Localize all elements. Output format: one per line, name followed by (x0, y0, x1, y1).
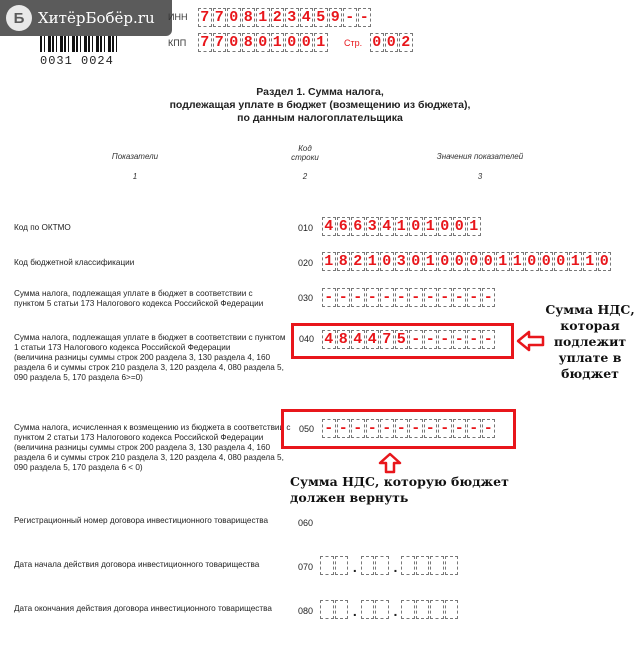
barcode-number: 0031 0024 (40, 54, 114, 68)
row-080-cell (361, 600, 375, 619)
section-title: Раздел 1. Сумма налога, подлежащая уплате в бюджет (возмещению из бюджета), по данным налогоплательщика (169, 86, 471, 124)
row-020-cell: 0 (554, 252, 568, 271)
row-020-cell: 0 (482, 252, 496, 271)
row-020-code: 020 (298, 258, 314, 268)
row-070-cell (401, 556, 415, 575)
row-020-cell: 1 (511, 252, 525, 271)
row-020-cell: 0 (409, 252, 423, 271)
row-080-cell (430, 600, 444, 619)
row-040-sub: (величина разницы суммы строк 200 раздела 3, 130 раздела 4, 160 раздела 6 и суммы строк 210 раздела 3, 120 раздела 4, 080 раздела 5, 090 раздела 5, 170 раздела 6>=0) (14, 353, 284, 382)
row-010-cell: 1 (424, 217, 438, 236)
row-050-cell: - (366, 419, 380, 438)
kpp-cell: 0 (227, 33, 241, 52)
kpp-cell: 0 (285, 33, 299, 52)
row-030-cell: - (395, 288, 409, 307)
row-050-cell: - (424, 419, 438, 438)
row-070-cell (430, 556, 444, 575)
page-cell: 2 (399, 33, 413, 52)
row-030-cell: - (438, 288, 452, 307)
row-020-cell: 2 (351, 252, 365, 271)
kpp-cell: 1 (314, 33, 328, 52)
kpp-cells (198, 33, 329, 52)
row-040-cell: - (438, 330, 452, 349)
col-indicators-num: 1 (132, 172, 138, 181)
row-030-cell: - (409, 288, 423, 307)
row-030-cell: - (322, 288, 336, 307)
row-010-cell: 4 (322, 217, 336, 236)
row-050-code: 050 (299, 424, 315, 434)
col-code-num: 2 (302, 172, 308, 181)
row-020-cell: 1 (569, 252, 583, 271)
row-020-cell: 3 (395, 252, 409, 271)
row-030-cell: - (424, 288, 438, 307)
row-070-cell (416, 556, 430, 575)
row-020-cell: 1 (322, 252, 336, 271)
row-040-cell: 4 (322, 330, 336, 349)
row-040-cell: - (424, 330, 438, 349)
inn-cell: 2 (271, 8, 285, 27)
row-030-cell: - (467, 288, 481, 307)
row-020-cells (322, 252, 612, 271)
row-070-date-cells: . . (320, 556, 459, 575)
row-050-cell: - (380, 419, 394, 438)
row-020-cell: 0 (453, 252, 467, 271)
row-050-cell: - (467, 419, 481, 438)
row-050-cell: - (438, 419, 452, 438)
kpp-label: КПП (168, 38, 187, 48)
row-070-cell (335, 556, 349, 575)
row-030-cell: - (380, 288, 394, 307)
col-values: Значения показателей (436, 152, 524, 161)
row-050-cell: - (351, 419, 365, 438)
beaver-logo-icon: Б (6, 5, 32, 31)
row-050-cell: - (409, 419, 423, 438)
note-vat-refund: Сумма НДС, которую бюджет должен вернуть (290, 474, 509, 505)
page-label: Стр. (344, 38, 363, 48)
row-010-code: 010 (298, 223, 314, 233)
row-040-cell: 5 (395, 330, 409, 349)
row-010-cell: 3 (366, 217, 380, 236)
kpp-cell: 1 (271, 33, 285, 52)
kpp-cell: 7 (198, 33, 212, 52)
row-080-cell (335, 600, 349, 619)
row-040-cell: 4 (366, 330, 380, 349)
row-040-label: Сумма налога, подлежащая уплате в бюджет в соответствии с пунктом 1 статьи 173 Налогового кодекса Российской Федерации (величина разницы суммы строк 200 раздела 3, 130 раздела 4, 160 раздела 6 и суммы строк 210 раздела 3, 120 раздела 4, 080 раздела 5, 090 раздела 5, 170 раздела 6>=0) (14, 333, 289, 383)
row-040-cell: - (409, 330, 423, 349)
inn-cell: 1 (256, 8, 270, 27)
row-050-label: Сумма налога, исчисленная к возмещению из бюджета в соответствии с пунктом 2 статьи 173 Налогового кодекса Российской Федерации (величина разницы суммы строк 200 раздела 3, 130 раздела 4, 160 раздела 6 и суммы строк 210 раздела 3, 120 раздела 4, 080 раздела 5, 090 раздела 5, 170 раздела 6 < 0) (14, 423, 291, 472)
row-010-cell: 6 (337, 217, 351, 236)
row-070-cell (361, 556, 375, 575)
row-040-cell: 4 (351, 330, 365, 349)
row-080-cell (375, 600, 389, 619)
kpp-cell: 0 (300, 33, 314, 52)
row-030-cell: - (351, 288, 365, 307)
row-050-cell: - (322, 419, 336, 438)
page-cell: 0 (370, 33, 384, 52)
row-030-cell: - (366, 288, 380, 307)
inn-cell: 4 (300, 8, 314, 27)
row-030-cell: - (453, 288, 467, 307)
inn-label: ИНН (168, 12, 188, 22)
row-070-cell (375, 556, 389, 575)
row-010-label: Код по ОКТМО (14, 223, 71, 232)
row-030-cell: - (337, 288, 351, 307)
row-040-cell: - (453, 330, 467, 349)
site-logo-text: ХитёрБобёр.ru (38, 9, 155, 27)
row-060-label: Регистрационный номер договора инвестиционного товарищества (14, 516, 269, 525)
row-020-cell: 1 (583, 252, 597, 271)
row-080-date-cells: . . (320, 600, 459, 619)
page-cell: 0 (385, 33, 399, 52)
row-010-cells (322, 217, 482, 236)
row-070-code: 070 (298, 562, 314, 572)
row-040-code: 040 (299, 334, 315, 344)
row-010-cell: 0 (409, 217, 423, 236)
row-040-cell: 8 (337, 330, 351, 349)
row-080-cell (445, 600, 459, 619)
row-030-label: Сумма налога, подлежащая уплате в бюджет в соответствии с пунктом 5 статьи 173 Налогового кодекса Российской Федерации (14, 289, 264, 308)
row-020-label: Код бюджетной классификации (14, 258, 135, 267)
col-values-num: 3 (477, 172, 483, 181)
row-050-cell: - (395, 419, 409, 438)
row-080-label: Дата окончания действия договора инвестиционного товарищества (14, 604, 272, 613)
up-arrow-icon (378, 452, 402, 474)
row-070-cell (445, 556, 459, 575)
row-020-cell: 1 (496, 252, 510, 271)
row-060-code: 060 (298, 518, 314, 528)
site-logo[interactable] (0, 0, 172, 36)
row-020-cell: 0 (525, 252, 539, 271)
note-vat-payable: Сумма НДС, которая подлежит уплате в бюджет (545, 302, 635, 381)
inn-cell: 3 (285, 8, 299, 27)
row-040-cell: 7 (380, 330, 394, 349)
row-050-cell: - (453, 419, 467, 438)
inn-cell: 7 (198, 8, 212, 27)
row-010-cell: 0 (453, 217, 467, 236)
inn-cell: - (358, 8, 372, 27)
inn-cells (198, 8, 372, 27)
col-code: Код строки (291, 144, 319, 162)
row-070-label: Дата начала действия договора инвестиционного товарищества (14, 560, 260, 569)
inn-cell: - (343, 8, 357, 27)
row-020-cell: 0 (380, 252, 394, 271)
inn-cell: 8 (242, 8, 256, 27)
inn-cell: 9 (329, 8, 343, 27)
page-number-cells (370, 33, 414, 52)
kpp-cell: 8 (242, 33, 256, 52)
row-050-cell: - (337, 419, 351, 438)
row-020-cell: 0 (540, 252, 554, 271)
kpp-cell: 7 (213, 33, 227, 52)
row-050-cells (322, 419, 496, 438)
row-010-cell: 4 (380, 217, 394, 236)
row-030-cell: - (482, 288, 496, 307)
row-080-cell (320, 600, 334, 619)
row-040-cells (322, 330, 496, 349)
col-indicators: Показатели (111, 152, 159, 161)
row-020-cell: 0 (438, 252, 452, 271)
row-040-cell: - (482, 330, 496, 349)
row-040-cell: - (467, 330, 481, 349)
row-050-cell: - (482, 419, 496, 438)
row-010-cell: 1 (395, 217, 409, 236)
row-030-code: 030 (298, 293, 314, 303)
row-080-cell (416, 600, 430, 619)
row-010-cell: 0 (438, 217, 452, 236)
row-080-code: 080 (298, 606, 314, 616)
row-080-cell (401, 600, 415, 619)
row-030-cells (322, 288, 496, 307)
inn-cell: 7 (213, 8, 227, 27)
inn-cell: 0 (227, 8, 241, 27)
row-020-cell: 0 (598, 252, 612, 271)
row-020-cell: 8 (337, 252, 351, 271)
row-020-cell: 1 (424, 252, 438, 271)
inn-cell: 5 (314, 8, 328, 27)
kpp-cell: 0 (256, 33, 270, 52)
row-010-cell: 1 (467, 217, 481, 236)
row-050-sub: (величина разницы суммы строк 200 раздела 3, 130 раздела 4, 160 раздела 6 и суммы строк 210 раздела 3, 120 раздела 4, 080 раздела 5, 090 раздела 5, 170 раздела 6 < 0) (14, 443, 284, 472)
row-020-cell: 1 (366, 252, 380, 271)
row-020-cell: 0 (467, 252, 481, 271)
row-070-cell (320, 556, 334, 575)
row-010-cell: 6 (351, 217, 365, 236)
